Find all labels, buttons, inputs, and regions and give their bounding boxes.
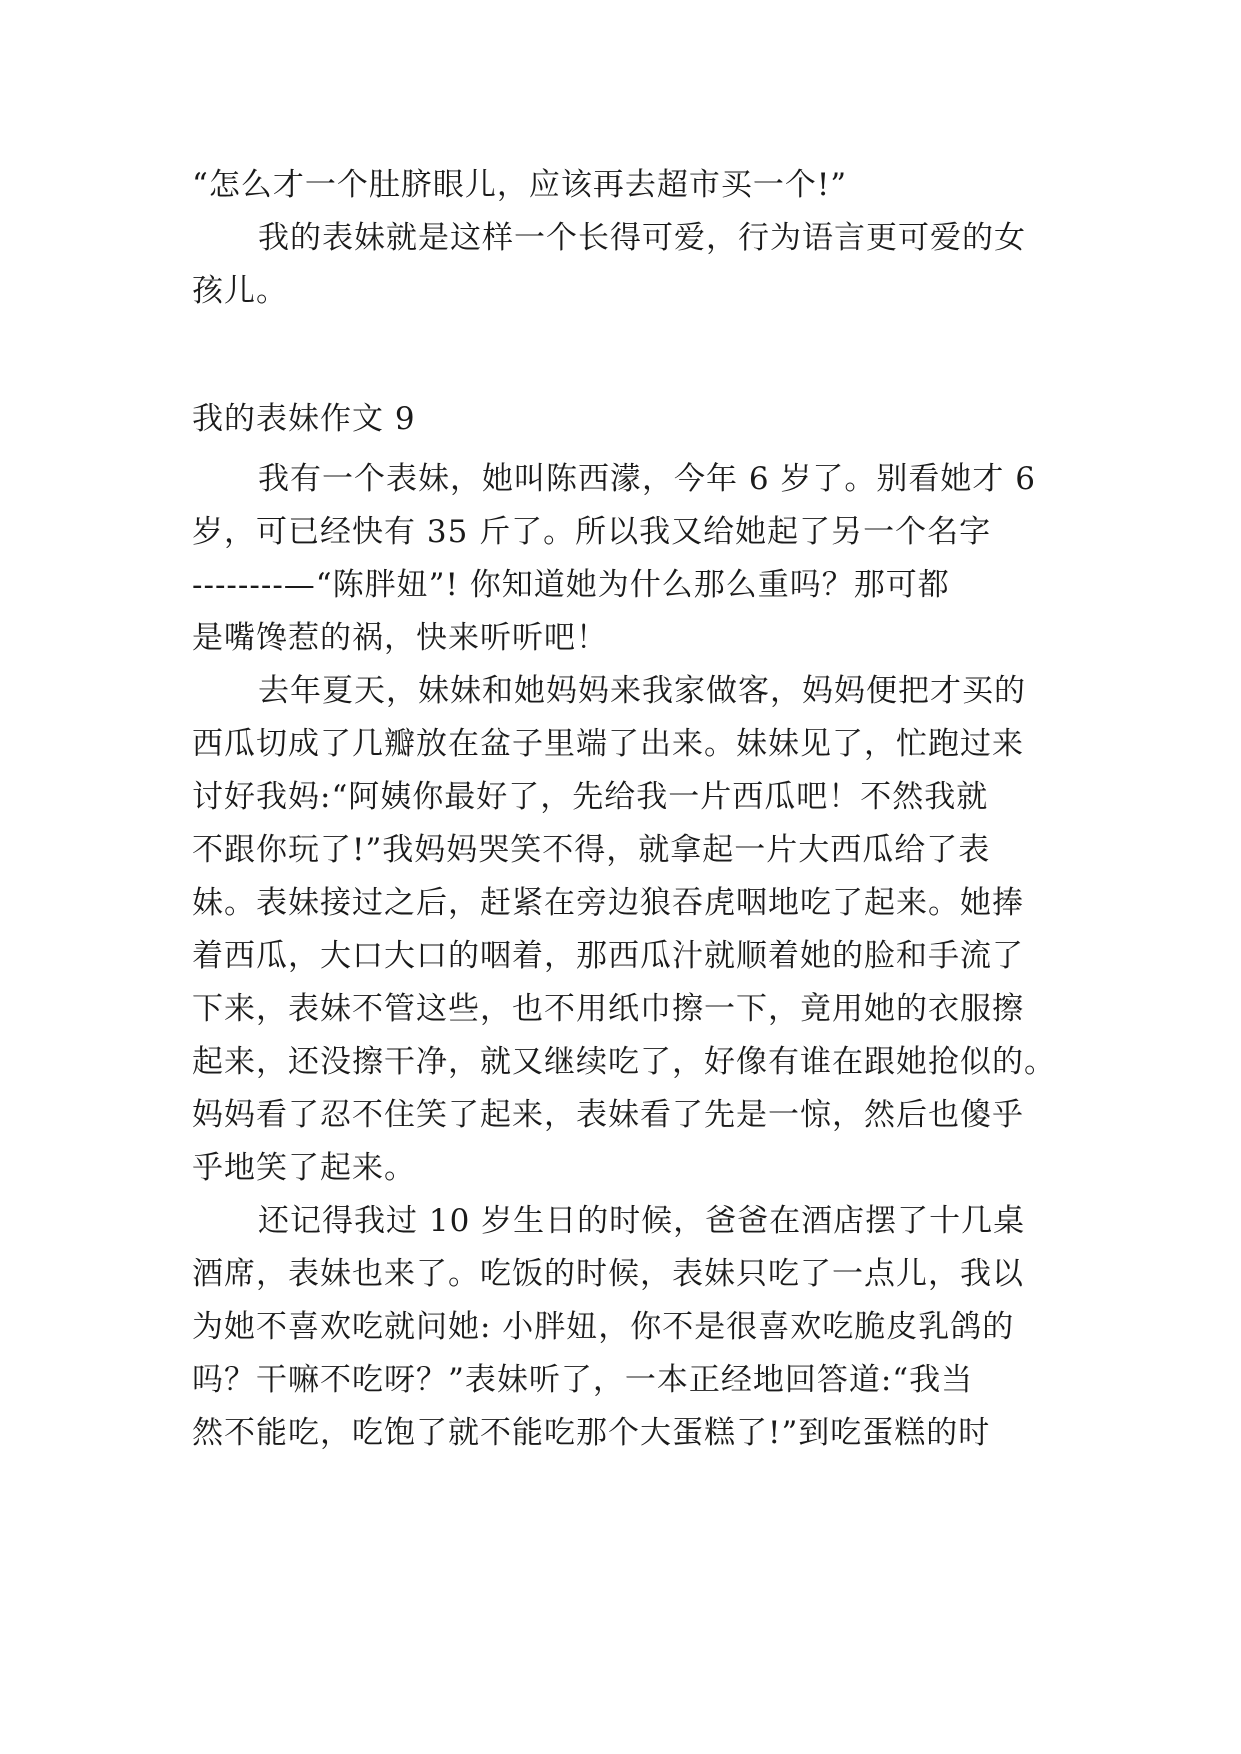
text-line: 妈妈看了忍不住笑了起来，表妹看了先是一惊，然后也傻乎: [192, 1097, 1024, 1133]
text-line: 我的表妹就是这样一个长得可爱，行为语言更可爱的女: [258, 220, 1026, 256]
text-line: 我有一个表妹，她叫陈西濛，今年 6 岁了。别看她才 6: [258, 461, 1037, 497]
text-line: “怎么才一个肚脐眼儿，应该再去超市买一个!”: [192, 167, 848, 203]
text-line: 不跟你玩了!”我妈妈哭笑不得，就拿起一片大西瓜给了表: [192, 832, 991, 868]
text-block-top: [192, 159, 1054, 318]
text-block-essay: [192, 453, 1054, 1460]
text-line: 是嘴馋惹的祸，快来听听吧！: [192, 620, 608, 656]
text-line: 下来，表妹不管这些，也不用纸巾擦一下，竟用她的衣服擦: [192, 991, 1024, 1027]
text-line: 然不能吃，吃饱了就不能吃那个大蛋糕了!”到吃蛋糕的时: [192, 1415, 991, 1451]
text-line: 讨好我妈:“阿姨你最好了，先给我一片西瓜吧！不然我就: [192, 779, 989, 815]
text-line: 为她不喜欢吃就问她: 小胖妞，你不是很喜欢吃脆皮乳鸽的: [192, 1309, 1015, 1345]
text-line: 孩儿。: [192, 273, 288, 309]
text-line: 乎地笑了起来。: [192, 1150, 416, 1186]
text-line: 岁，可已经快有 35 斤了。所以我又给她起了另一个名字: [192, 514, 992, 550]
text-line: 酒席，表妹也来了。吃饭的时候，表妹只吃了一点儿，我以: [192, 1256, 1024, 1292]
text-line: 起来，还没擦干净，就又继续吃了，好像有谁在跟她抢似的。: [192, 1044, 1056, 1080]
section-title: 我的表妹作文 9: [192, 401, 416, 437]
text-line: 妹。表妹接过之后，赶紧在旁边狼吞虎咽地吃了起来。她捧: [192, 885, 1024, 921]
text-line: 吗？干嘛不吃呀？”表妹听了，一本正经地回答道:“我当: [192, 1362, 974, 1398]
text-line: 还记得我过 10 岁生日的时候，爸爸在酒店摆了十几桌: [258, 1203, 1026, 1239]
text-line: 西瓜切成了几瓣放在盆子里端了出来。妹妹见了，忙跑过来: [192, 726, 1024, 762]
text-line: 着西瓜，大口大口的咽着，那西瓜汁就顺着她的脸和手流了: [192, 938, 1024, 974]
text-line: 去年夏天，妹妹和她妈妈来我家做客，妈妈便把才买的: [258, 673, 1026, 709]
text-line: --------—“陈胖妞”! 你知道她为什么那么重吗？那可都: [192, 567, 950, 603]
